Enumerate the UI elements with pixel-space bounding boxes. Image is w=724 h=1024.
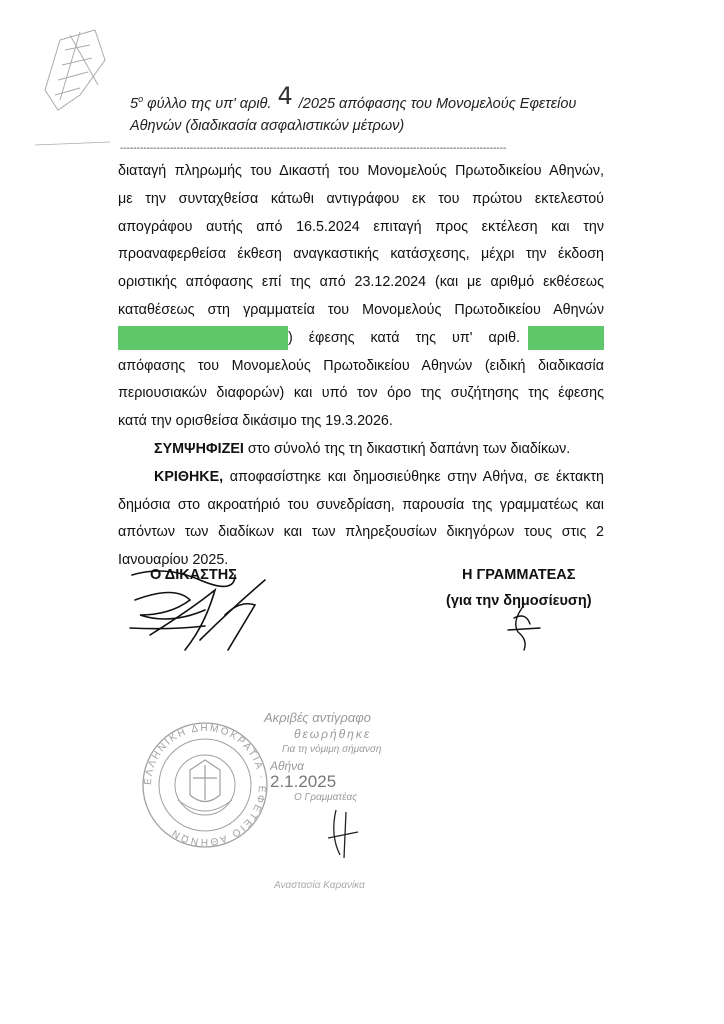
body-line: διαταγή πληρωμής του Δικαστή του Μονομελούς Πρωτοδικείου Αθηνών, bbox=[118, 163, 604, 179]
judge-title: Ο ΔΙΚΑΣΤΗΣ bbox=[150, 567, 237, 583]
certified-copy-stamp bbox=[264, 710, 444, 894]
body-line: με την συνταχθείσα κάτωθι αντιγράφου εκ του πρώτου εκτελεστού bbox=[118, 190, 604, 207]
separator-line: -------------------------------------------------------------------------------------------------------------------- bbox=[120, 143, 507, 154]
body-line: Ιανουαρίου 2025. bbox=[118, 552, 229, 569]
header-line-1: $5^o$ φύλλο της υπ' αριθ. 4 /2025 απόφασης του Μονομελούς Εφετείου bbox=[130, 81, 577, 112]
body-line: καταθέσεως στη γραμματεία του Μονομελούς Πρωτοδικείου Αθηνών bbox=[118, 301, 604, 318]
paragraph-set-off: ΣΥΜΨΗΦΙΖΕΙ στο σύνολό της τη δικαστική δαπάνη των διαδίκων. bbox=[154, 440, 571, 457]
stamp-line: Ο Γραμματέας bbox=[294, 792, 358, 803]
body-line: περιουσιακών διαφορών) και υπό τον όρο της συζήτησης της έφεσης bbox=[118, 385, 604, 402]
stamp-line: θεωρήθηκε bbox=[294, 727, 372, 741]
body-line: απογράφου αυτής από 16.5.2024 επιταγή προς εκτέλεση και την bbox=[118, 218, 604, 235]
stamp-date-line: Αθήνα 2.1.2025 bbox=[270, 759, 337, 791]
clerk-subtitle: (για την δημοσίευση) bbox=[446, 593, 592, 609]
body-line: απόφασης του Μονομελούς Πρωτοδικείου Αθηνών (ειδική διαδικασία bbox=[118, 357, 604, 374]
seal-ring-text: ΕΛΛΗΝΙΚΗ ΔΗΜΟΚΡΑΤΙΑ · ΕΦΕΤΕΙΟ ΑΘΗΝΩΝ bbox=[142, 722, 268, 848]
stamp-line: Για τη νόμιμη σήμανση bbox=[282, 744, 382, 755]
body-line-with-redactions: ) έφεσης κατά της υπ' αριθ. bbox=[118, 325, 604, 353]
body-line: οριστικής απόφασης επί της από 23.12.2024 (και με αριθμό εκθέσεως bbox=[118, 274, 604, 291]
body-line: απόντων των διαδίκων και των πληρεξουσίων δικηγόρων τους στις 2 bbox=[118, 524, 604, 541]
paragraph-judged: ΚΡΙΘΗΚΕ, αποφασίστηκε και δημοσιεύθηκε στην Αθήνα, σε έκτακτη bbox=[154, 468, 604, 485]
body-line: προαναφερθείσα έκθεση αναγκαστικής κατάσχεσης, μέχρι την έκδοση bbox=[118, 246, 604, 263]
body-line: κατά την ορισθείσα δικάσιμο της 19.3.2026. bbox=[118, 413, 393, 430]
header-line-2: Αθηνών (διαδικασία ασφαλιστικών μέτρων) bbox=[130, 117, 405, 134]
handwritten-decision-number: 4 bbox=[277, 81, 293, 110]
clerk-title: Η ΓΡΑΜΜΑΤΕΑΣ bbox=[462, 567, 576, 583]
stamp-line: Αναστασία Καρανίκα bbox=[274, 880, 365, 891]
stamp-line: Ακριβές αντίγραφο bbox=[264, 710, 371, 725]
body-line: δημόσια στο ακροατήριό του συνεδρίαση, παρουσία της γραμματέως και bbox=[118, 496, 604, 513]
